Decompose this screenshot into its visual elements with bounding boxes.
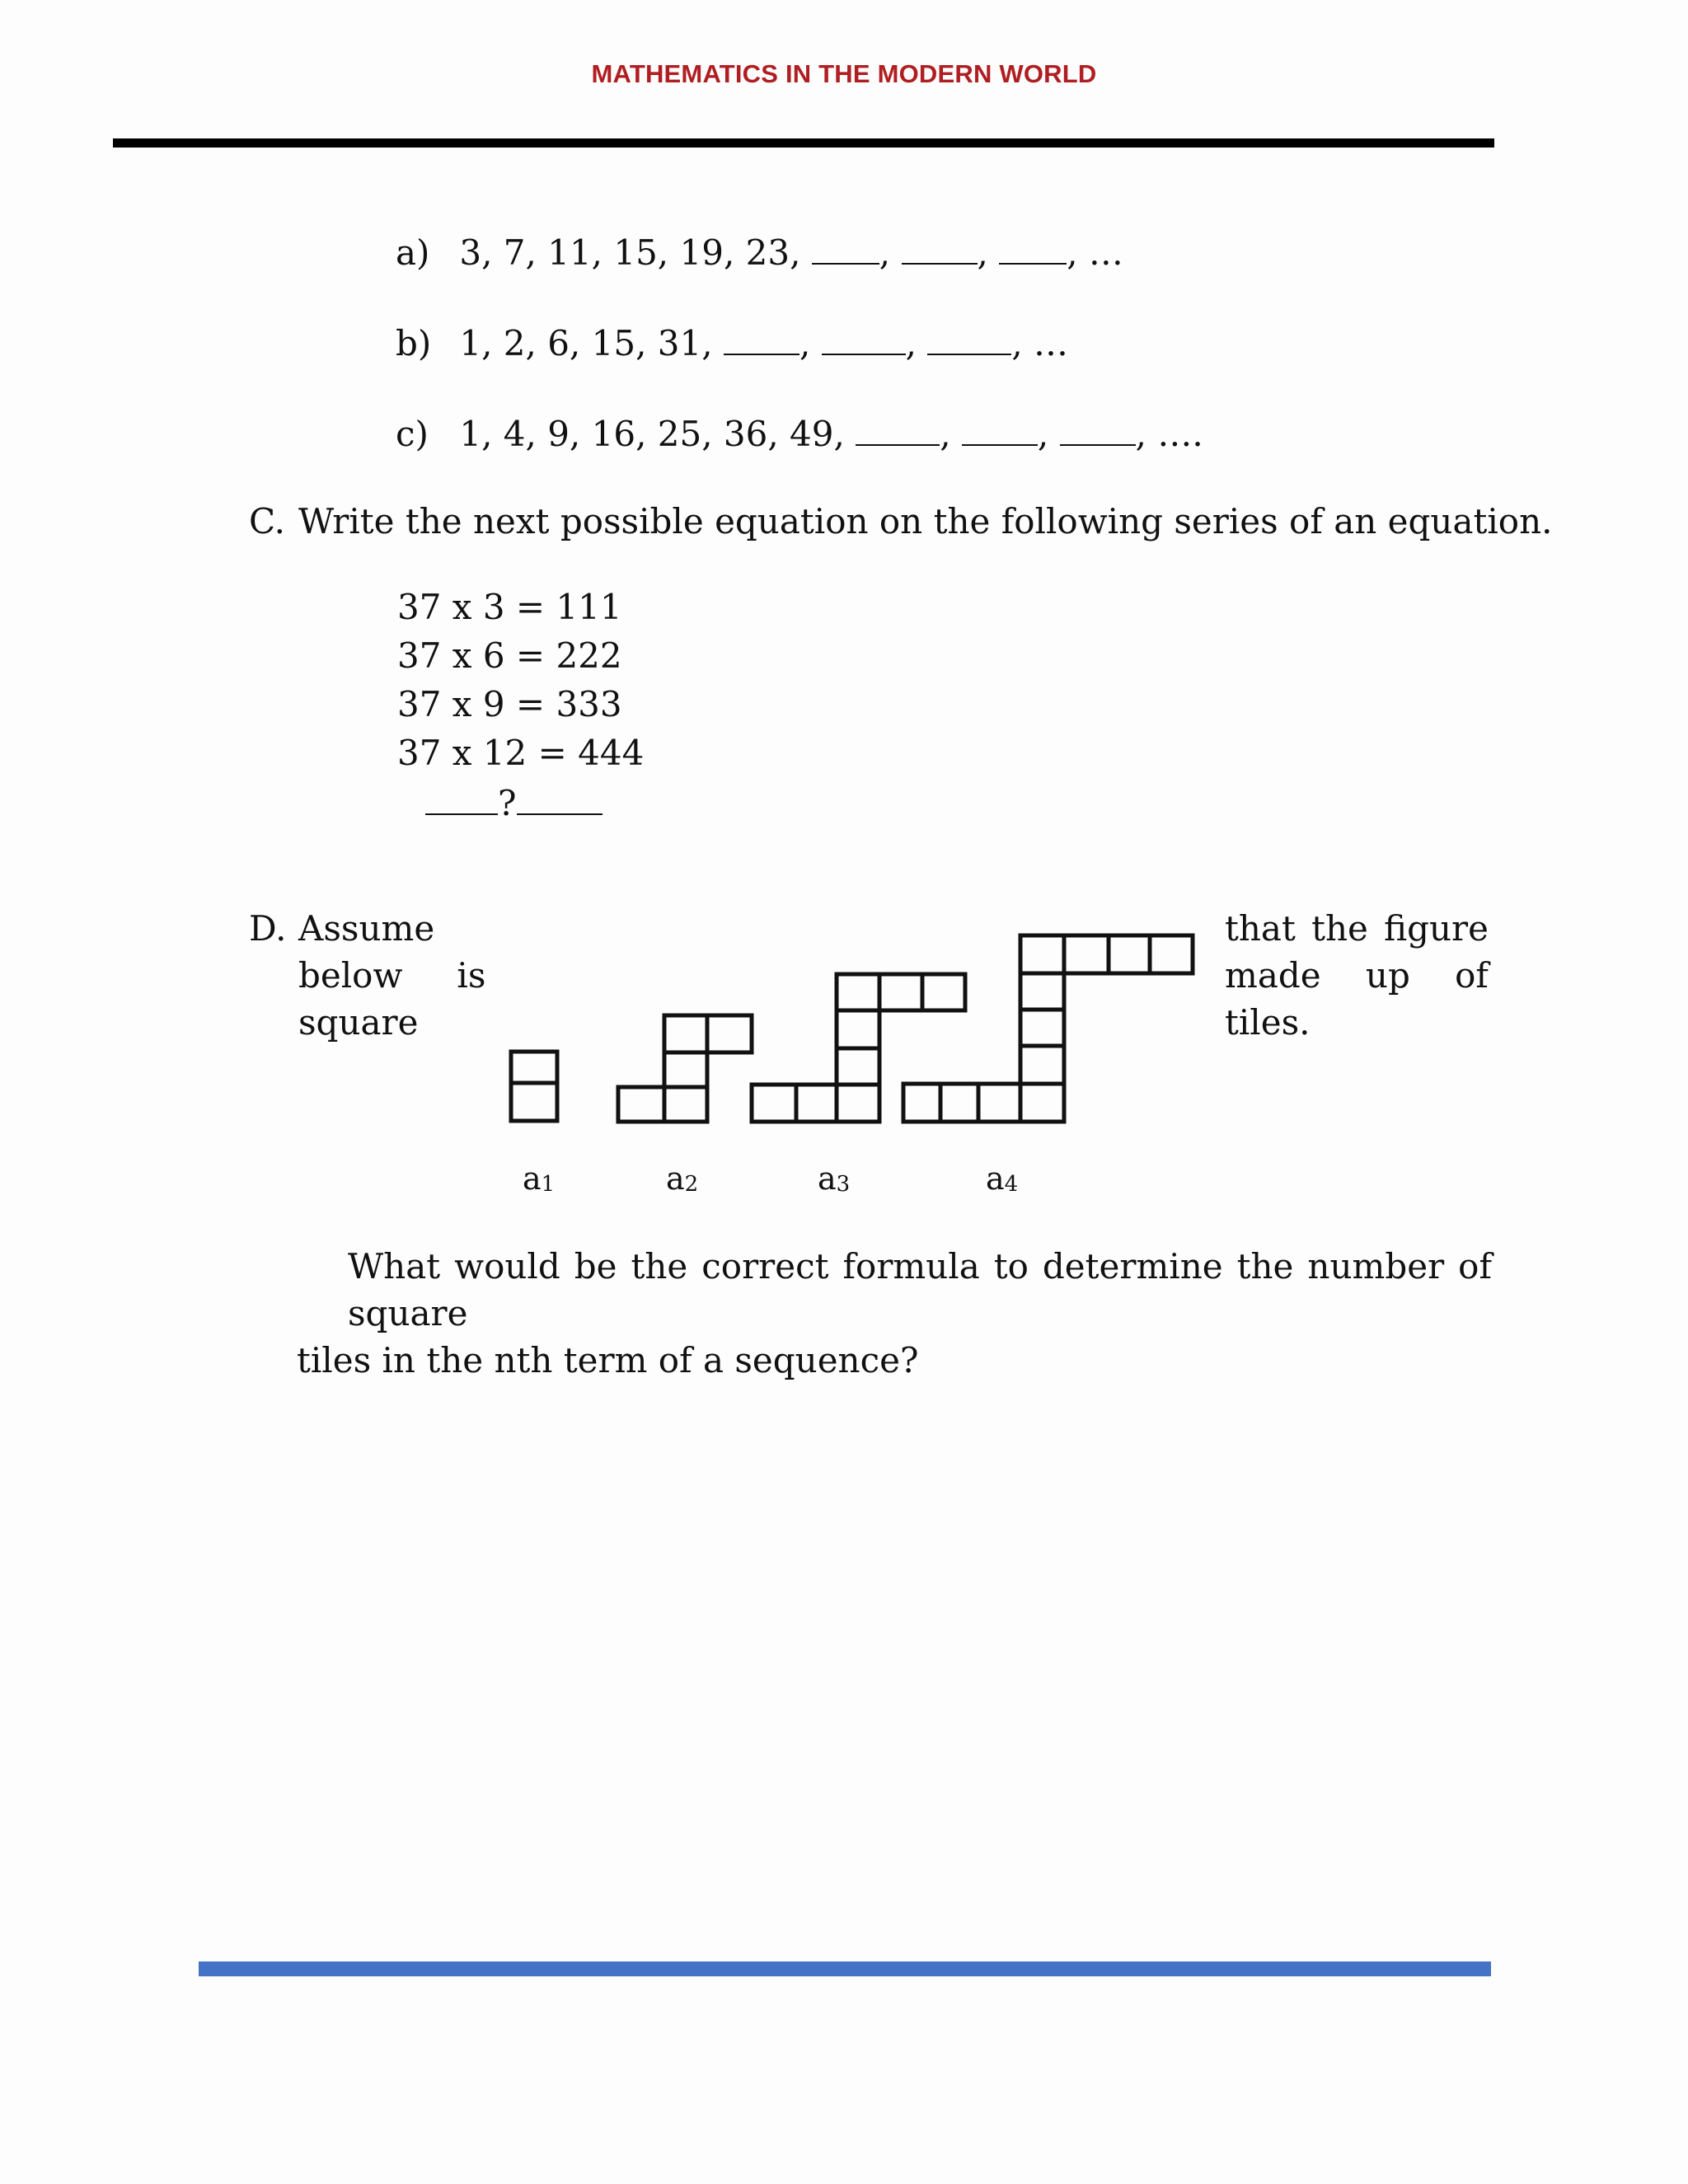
tile [837,1010,879,1048]
word: the [1311,908,1368,949]
tile [1064,935,1109,973]
figure-label-a2 [666,1160,698,1197]
header-title: MATHEMATICS IN THE MODERN WORLD [591,59,1097,88]
tile [1109,935,1150,973]
label-subscript: 3 [836,1172,851,1197]
instruction-text: Write the next possible equation on the following series of an equation. [298,501,1553,541]
equation: 37 x 9 = 333 [397,684,622,724]
tile [664,1052,707,1087]
tile [1020,1010,1064,1046]
label-subscript: 2 [684,1172,699,1197]
word: below [298,955,403,996]
sequence-ellipsis: … [1034,323,1069,363]
sequence-c: c) 1, 4, 9, 16, 25, 36, 49, , , , …. [396,414,1203,454]
label-subscript: 1 [541,1172,556,1197]
unknown-mark: ? [498,783,517,823]
sequence-ellipsis: … [1088,232,1123,273]
tile [1020,1084,1064,1122]
tile [978,1084,1020,1122]
figure-a3 [752,974,965,1122]
sequence-a: a) 3, 7, 11, 15, 19, 23, , , , … [396,232,1123,273]
label-base: a [818,1160,837,1197]
word: figure [1384,908,1489,949]
tile [1020,1046,1064,1084]
figure-label-a1 [523,1160,555,1197]
tile [664,1087,707,1122]
tile [837,1048,879,1085]
word: tiles. [1225,1002,1311,1043]
tile [940,1084,978,1122]
sequence-terms: 1, 2, 6, 15, 31, [459,323,713,363]
figure-a1 [511,1052,557,1121]
figure-a2 [618,1015,752,1122]
tile [1150,935,1193,973]
tile [922,974,965,1010]
label-base: a [666,1160,685,1197]
tile [707,1015,752,1052]
equation: 37 x 12 = 444 [397,733,645,773]
section-d-question [297,1243,1492,1384]
sequence-label: c) [396,414,429,454]
tile [618,1087,664,1122]
tile [903,1084,940,1122]
tile [752,1085,796,1122]
sequence-label: b) [396,323,432,363]
tile [511,1083,557,1121]
figure-a4 [903,935,1193,1122]
word: of [1455,955,1489,996]
tile [1020,973,1064,1010]
label-subscript: 4 [1004,1172,1019,1197]
sequence-terms: 3, 7, 11, 15, 19, 23, [459,232,801,273]
word: Assume [298,908,435,949]
tile [837,974,879,1010]
sequence-label: a) [396,232,430,273]
tile [664,1015,707,1052]
footer-rule [199,1961,1491,1976]
tile [837,1085,879,1122]
section-letter: C. [249,501,285,541]
question-line-1: What would be the correct formula to determine the number of square [348,1246,1492,1333]
tile [879,974,922,1010]
section-letter: D. [249,908,287,949]
figure-label-a3 [818,1160,850,1197]
sequence-b: b) 1, 2, 6, 15, 31, , , , … [396,323,1069,363]
label-base: a [986,1160,1005,1197]
tile [796,1085,837,1122]
word: made [1225,955,1321,996]
label-base: a [523,1160,542,1197]
sequence-ellipsis: …. [1157,414,1203,454]
word: square [298,1002,419,1043]
figure-label-a4 [986,1160,1018,1197]
equation: 37 x 6 = 222 [397,635,622,676]
equation: 37 x 3 = 111 [397,587,622,627]
word: is [457,955,486,996]
word: that [1225,908,1296,949]
tile [1020,935,1064,973]
sequence-terms: 1, 4, 9, 16, 25, 36, 49, [459,414,845,454]
tile [511,1052,557,1083]
word: up [1365,955,1410,996]
question-line-2: tiles in the nth term of a sequence? [297,1340,919,1380]
